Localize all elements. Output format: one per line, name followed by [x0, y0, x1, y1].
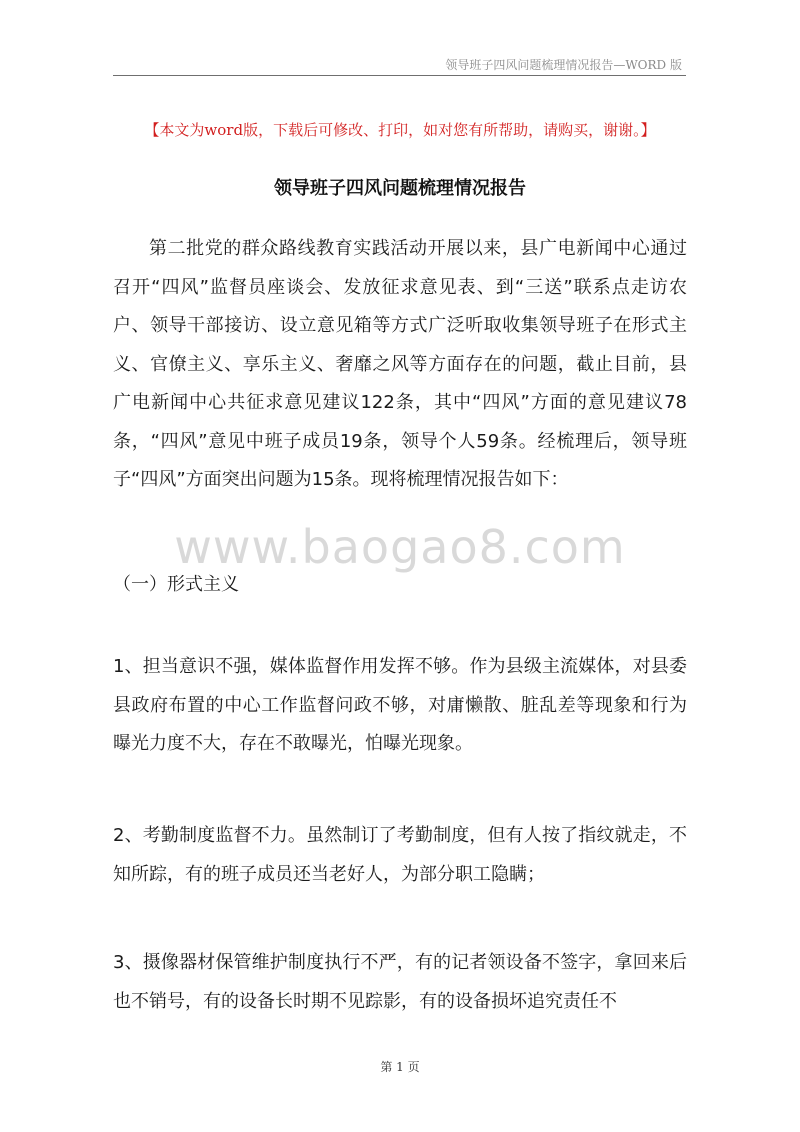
intro-paragraph: 第二批党的群众路线教育实践活动开展以来，县广电新闻中心通过召开“四风”监督员座谈会、发放征求意见表、到“三送”联系点走访农户、领导干部接访、设立意见箱等方式广泛听取收集领导班子在形式主义、官僚主义、享乐主义、奢靡之风等方面存在的问题，截止目前，县广电新闻中心共征求意见建议122条，其中“四风”方面的意见建议78条，“四风”意见中班子成员19条，领导个人59条。经梳理后，领导班子“四风”方面突出问题为15条。现将梳理情况报告如下：	[113, 238, 687, 490]
list-item: 2、考勤制度监督不力。虽然制订了考勤制度，但有人按了指纹就走，不知所踪，有的班子成员还当老好人，为部分职工隐瞒；	[113, 825, 687, 885]
purchase-notice: 【本文为word版，下载后可修改、打印，如对您有所帮助，请购买，谢谢。】	[144, 121, 656, 139]
page-number: 第 1 页	[380, 1060, 420, 1074]
list-item: 3、摄像器材保管维护制度执行不严，有的记者领设备不签字，拿回来后也不销号，有的设备长时期不见踪影，有的设备损坏追究责任不	[113, 952, 687, 1012]
section-heading: （一）形式主义	[113, 574, 239, 595]
document-title: 领导班子四风问题梳理情况报告	[274, 178, 526, 199]
header-divider	[113, 75, 686, 76]
watermark: www.baogao8.com	[174, 520, 626, 574]
running-header: 领导班子四风问题梳理情况报告—WORD 版	[445, 58, 682, 72]
list-item: 1、担当意识不强，媒体监督作用发挥不够。作为县级主流媒体，对县委县政府布置的中心工作监督问政不够，对庸懒散、脏乱差等现象和行为曝光力度不大，存在不敢曝光，怕曝光现象。	[113, 656, 687, 754]
